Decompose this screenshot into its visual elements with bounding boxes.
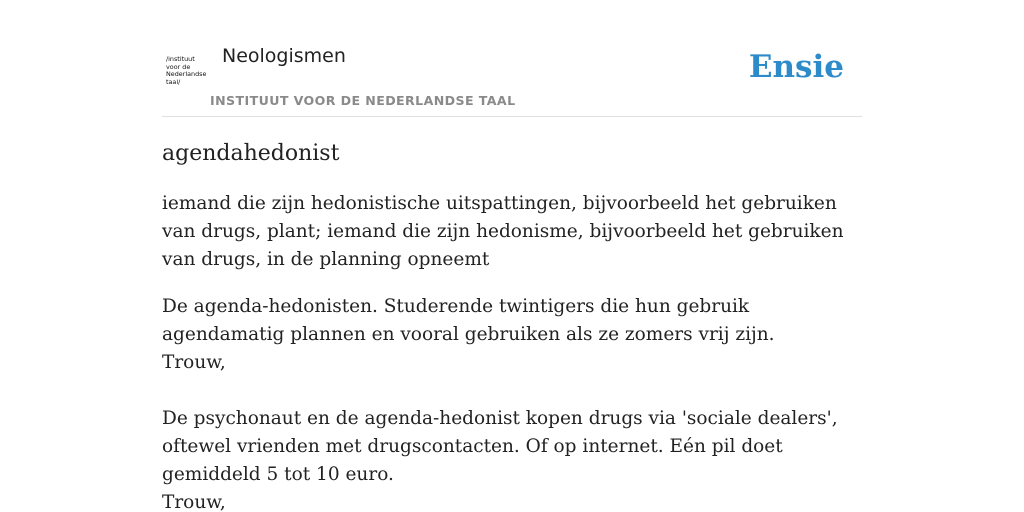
headword: agendahedonist xyxy=(162,141,340,166)
ensie-logo-link[interactable]: Ensie xyxy=(748,49,844,85)
example-quote xyxy=(162,405,862,512)
logo-text-line: /instituut xyxy=(166,55,195,63)
example-quote xyxy=(162,293,862,377)
source-title: Neologismen xyxy=(222,45,346,67)
site-header xyxy=(162,0,862,117)
example-source: Trouw, xyxy=(162,492,226,512)
source-subtitle: INSTITUUT VOOR DE NEDERLANDSE TAAL xyxy=(210,93,516,108)
ivdnt-logo[interactable] xyxy=(166,56,210,90)
definition: iemand die zijn hedonistische uitspattingen, bijvoorbeeld het gebruiken van drugs, plant; iemand die zijn hedonisme, bijvoorbeeld het gebruiken van drugs, in de planning opneemt xyxy=(162,193,844,270)
logo-text-line: taal/ xyxy=(166,77,181,86)
example-text: De psychonaut en de agenda-hedonist kopen drugs via 'sociale dealers', oftewel vrienden met drugscontacten. Of op internet. Eén pil doet gemiddeld 5 tot 10 euro. xyxy=(162,408,838,485)
logo-text-line: Nederlandse xyxy=(166,70,207,79)
entry-content xyxy=(162,138,862,512)
example-text: De agenda-hedonisten. Studerende twintigers die hun gebruik agendamatig plannen en vooral gebruiken als ze zomers vrij zijn. xyxy=(162,296,775,345)
examples-list xyxy=(162,293,862,512)
example-source: Trouw, xyxy=(162,352,226,373)
logo-text-line: voor de xyxy=(166,62,191,71)
